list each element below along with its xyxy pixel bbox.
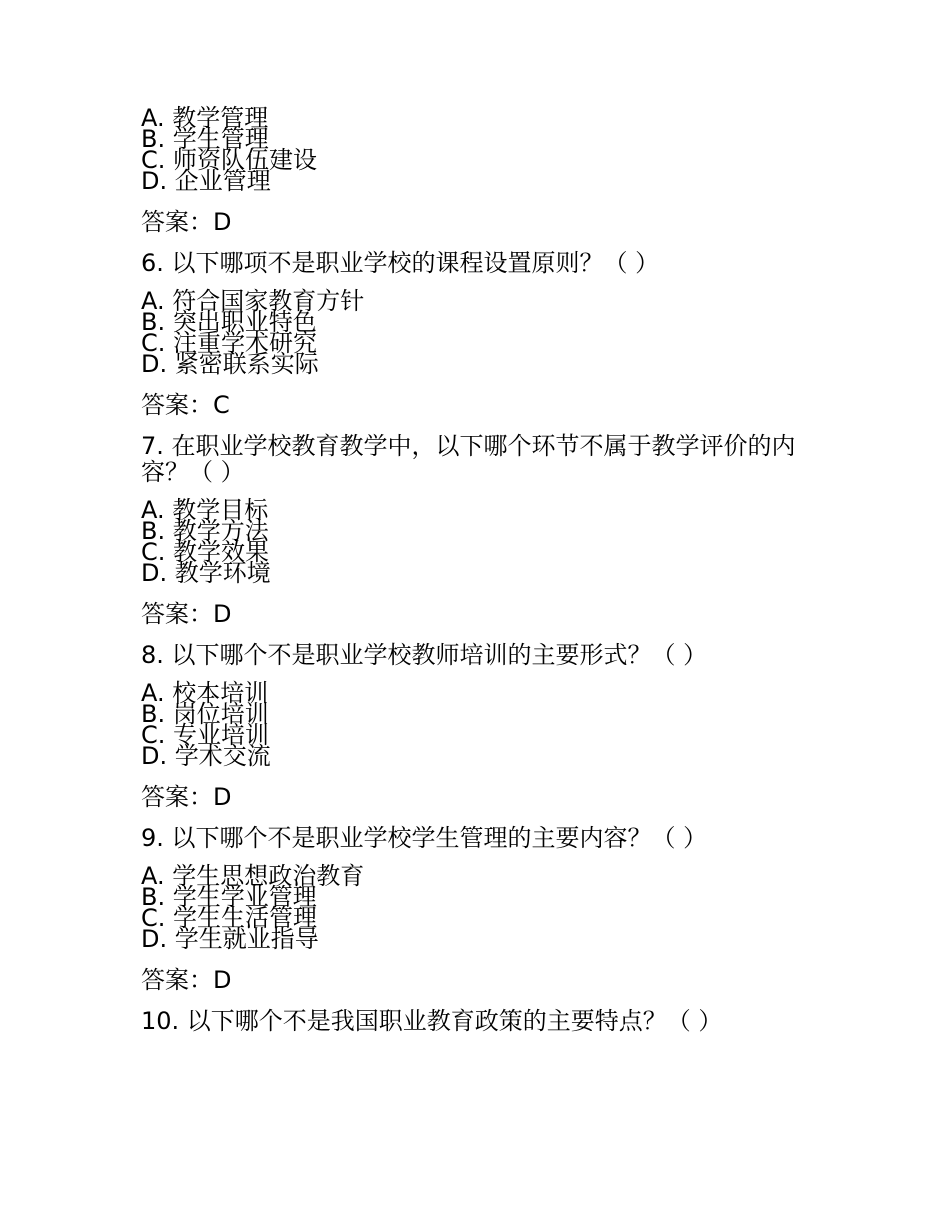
option-a: A. 教学目标	[141, 496, 269, 524]
option-b: B. 岗位培训	[141, 700, 269, 728]
option-d: D. 企业管理	[141, 167, 271, 195]
question-6: 6. 以下哪项不是职业学校的课程设置原则？（ ）	[141, 249, 660, 277]
answer-q6: 答案：C	[141, 391, 230, 419]
question-7: 7. 在职业学校教育教学中，以下哪个环节不属于教学评价的内容？（ ）	[141, 432, 796, 486]
answer-q5: 答案：D	[141, 208, 232, 236]
options-q8	[141, 679, 821, 770]
option-d: D. 教学环境	[141, 559, 271, 587]
option-a: A. 学生思想政治教育	[141, 862, 365, 890]
options-q7	[141, 496, 821, 587]
question-10: 10. 以下哪个不是我国职业教育政策的主要特点？（ ）	[141, 1007, 723, 1035]
option-d: D. 学生就业指导	[141, 925, 319, 953]
answer-q8: 答案：D	[141, 783, 232, 811]
answer-q7: 答案：D	[141, 600, 232, 628]
option-c: C. 专业培训	[141, 721, 270, 749]
option-a: A. 教学管理	[141, 104, 269, 132]
option-c: C. 教学效果	[141, 538, 270, 566]
question-8: 8. 以下哪个不是职业学校教师培训的主要形式？（ ）	[141, 641, 708, 669]
option-b: B. 教学方法	[141, 517, 269, 545]
options-q9	[141, 862, 821, 953]
options-q5	[141, 104, 821, 195]
option-c: C. 师资队伍建设	[141, 146, 318, 174]
option-c: C. 学生生活管理	[141, 904, 318, 932]
document-content	[141, 104, 821, 1049]
option-c: C. 注重学术研究	[141, 329, 318, 357]
options-q6	[141, 287, 821, 378]
question-9: 9. 以下哪个不是职业学校学生管理的主要内容？（ ）	[141, 824, 708, 852]
option-d: D. 学术交流	[141, 742, 271, 770]
option-d: D. 紧密联系实际	[141, 350, 319, 378]
option-b: B. 学生管理	[141, 125, 269, 153]
option-a: A. 符合国家教育方针	[141, 287, 365, 315]
option-b: B. 突出职业特色	[141, 308, 317, 336]
option-b: B. 学生学业管理	[141, 883, 317, 911]
answer-q9: 答案：D	[141, 966, 232, 994]
option-a: A. 校本培训	[141, 679, 269, 707]
